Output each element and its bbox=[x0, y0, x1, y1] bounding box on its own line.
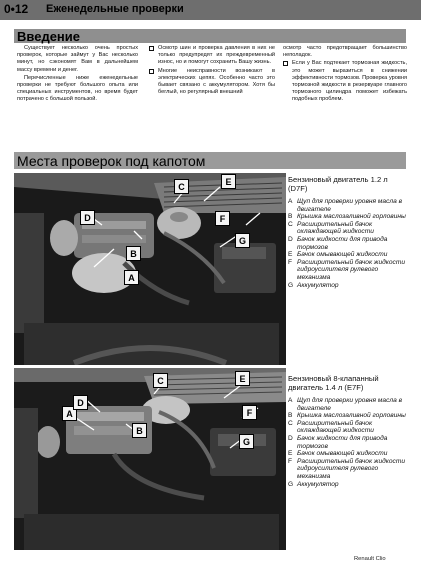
checkbox-icon bbox=[283, 61, 288, 66]
underhood-title: Места проверок под капотом bbox=[17, 153, 206, 169]
legend-item: B Крышка маслозаливной горловины bbox=[288, 412, 406, 420]
engine-bay-illustration bbox=[14, 368, 286, 550]
callout-label: F bbox=[215, 211, 230, 226]
intro-column-3 bbox=[283, 45, 407, 105]
legend-engine-e7f bbox=[288, 374, 408, 488]
callout-label: E bbox=[235, 371, 250, 386]
intro-column-1 bbox=[17, 45, 138, 105]
callout-label: A bbox=[124, 270, 139, 285]
callout-label: B bbox=[126, 246, 141, 261]
checkbox-icon bbox=[149, 46, 154, 51]
page-header bbox=[0, 0, 421, 20]
legend-item: C Расширительный бачок охлаждающей жидкости bbox=[288, 220, 374, 236]
checklist-text: Если у Вас подтекает тормозная жидкость, это может выразиться в снижении эффективности тормозов. Проверка уровня тормозной жидкости в резервуаре главного тормозного цилиндра поможет избежать подобных проблем. bbox=[292, 60, 407, 103]
legend-engine-d7f bbox=[288, 175, 408, 289]
callout-label: F bbox=[242, 405, 257, 420]
legend-item: D Бачок жидкости для привода тормозов bbox=[288, 434, 388, 450]
legend-item: G Аккумулятор bbox=[288, 281, 339, 289]
engine-bay-illustration bbox=[14, 173, 286, 365]
callout-label: A bbox=[62, 406, 77, 421]
legend-item: E Бачок омывающей жидкости bbox=[288, 450, 388, 458]
engine-photo-e7f bbox=[14, 368, 286, 550]
legend-item: B Крышка маслозаливной горловины bbox=[288, 213, 406, 221]
checkbox-icon bbox=[149, 69, 154, 74]
intro-paragraph: Перечисленные ниже еженедельные проверки не требуют большого опыта или специальных инструментов, но время будет потрачено с большой пользой. bbox=[17, 74, 138, 103]
legend-item: A Щуп для проверки уровня масла в двигателе bbox=[288, 198, 403, 213]
underhood-heading-bar bbox=[14, 152, 406, 169]
intro-paragraph: Существует несколько очень простых проверок, которые займут у Вас несколько минут, но сэкономят Вам в дальнейшем массу времени и денег. bbox=[17, 45, 138, 73]
callout-label: G bbox=[235, 233, 250, 248]
legend-item: G Аккумулятор bbox=[288, 480, 339, 488]
callout-label: D bbox=[80, 210, 95, 225]
legend-item: A Щуп для проверки уровня масла в двигателе bbox=[288, 397, 403, 412]
checklist-item bbox=[149, 45, 275, 67]
callout-label: C bbox=[153, 373, 168, 388]
legend-title: Бензиновый двигатель 1.2 л (D7F) bbox=[288, 175, 388, 193]
callout-label: G bbox=[239, 434, 254, 449]
checklist-text: Многие неисправности возникают в электрических цепях. Особенно часто это бывает связано с аккумулятором. Хотя бы беглый, но регулярный внешний bbox=[158, 67, 275, 96]
legend-item: F Расширительный бачок жидкости гидроусилителя рулевого механизма bbox=[288, 457, 405, 480]
legend-item: F Расширительный бачок жидкости гидроусилителя рулевого механизма bbox=[288, 258, 405, 281]
engine-photo-d7f bbox=[14, 173, 286, 365]
checklist-item bbox=[283, 60, 407, 103]
page-number: 0•12 bbox=[4, 2, 29, 16]
legend-item: C Расширительный бачок охлаждающей жидкости bbox=[288, 419, 374, 435]
checklist-item bbox=[149, 68, 275, 97]
callout-label: B bbox=[132, 423, 147, 438]
section-title: Еженедельные проверки bbox=[46, 3, 184, 15]
intro-heading-bar bbox=[14, 29, 406, 43]
legend-item: D Бачок жидкости для привода тормозов bbox=[288, 235, 388, 251]
callout-label: C bbox=[174, 179, 189, 194]
legend-title: Бензиновый 8-клапанный двигатель 1.4 л (E7F) bbox=[288, 374, 379, 392]
checklist-text: Осмотр шин и проверка давления в них не только предупредят их преждевременный износ, но и помогут сохранить Вашу жизнь. bbox=[158, 45, 275, 66]
callout-label: E bbox=[221, 174, 236, 189]
footer-brand: Renault Clio bbox=[354, 556, 386, 562]
intro-column-2 bbox=[149, 45, 275, 97]
intro-paragraph: осмотр часто предотвращает большинство неполадок. bbox=[283, 45, 407, 59]
callout-label: D bbox=[73, 395, 88, 410]
legend-item: E Бачок омывающей жидкости bbox=[288, 251, 388, 259]
intro-title: Введение bbox=[17, 29, 80, 44]
